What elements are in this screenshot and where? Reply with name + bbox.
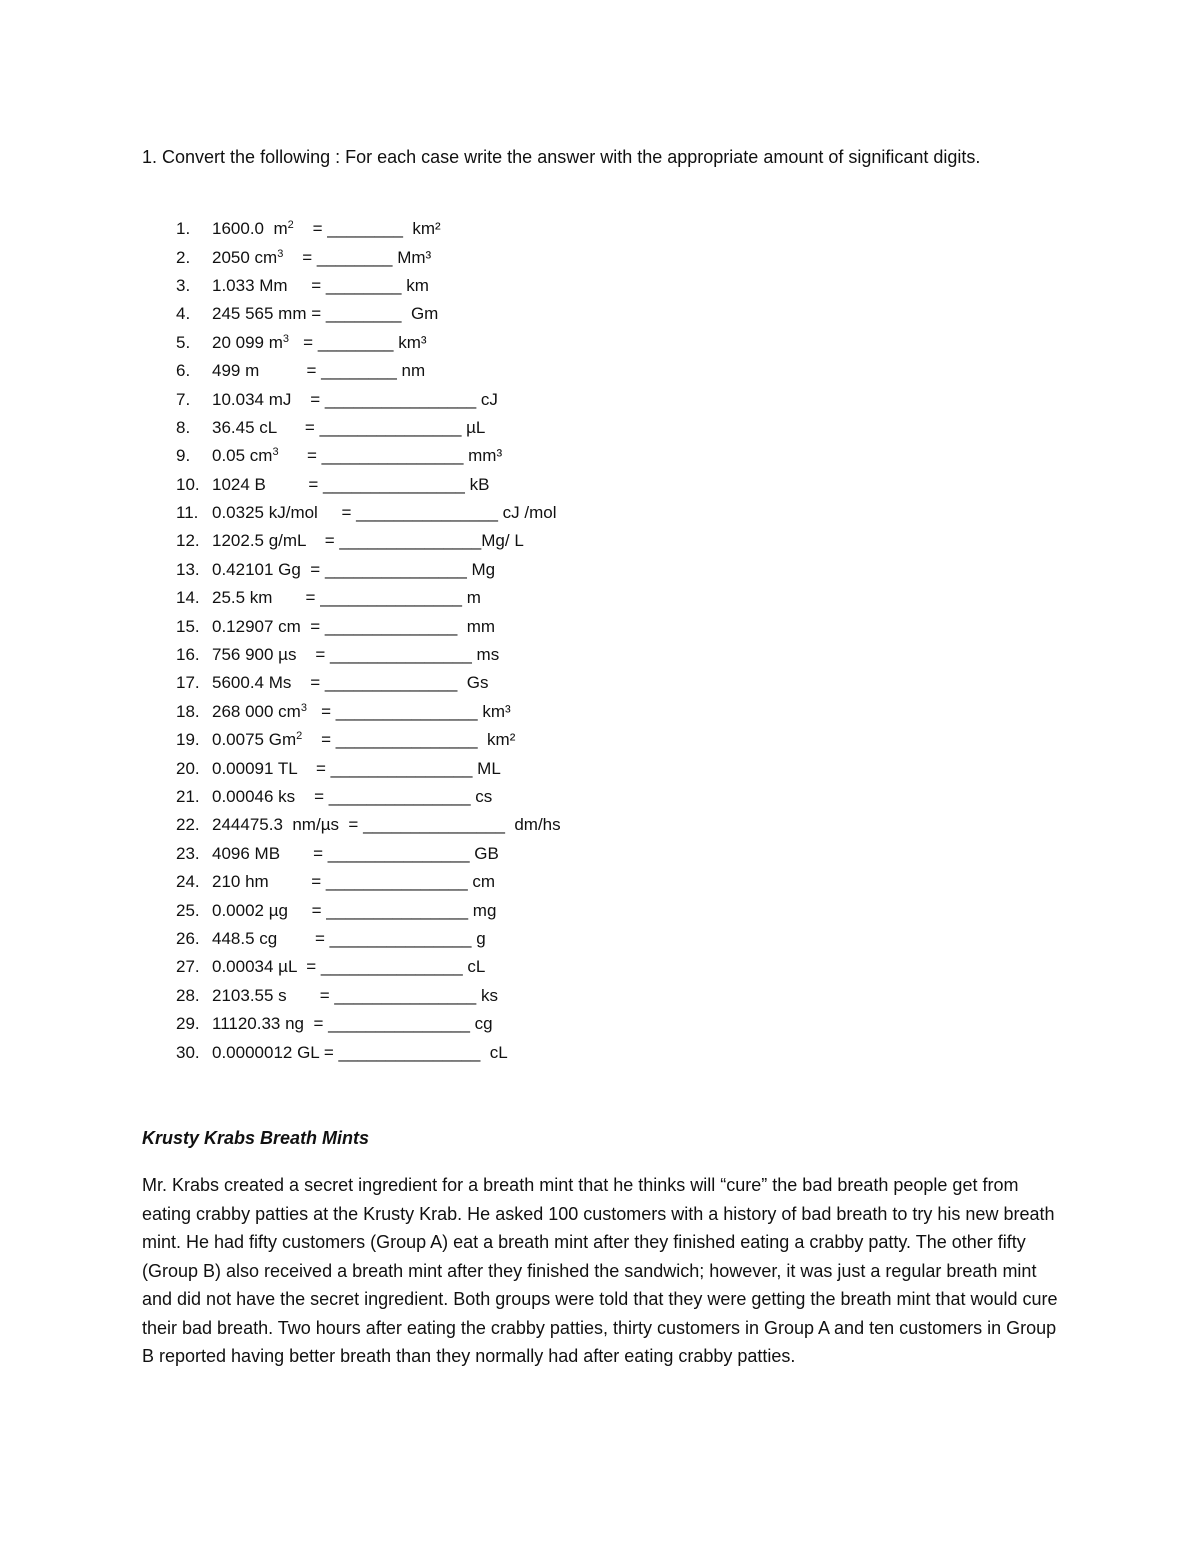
- problem-number: 4.: [176, 304, 191, 324]
- problem-quantity: 0.05 cm: [212, 446, 273, 466]
- problem-item: [176, 726, 561, 754]
- answer-blank: = _______________ km³: [306, 701, 511, 721]
- answer-blank: = _______________ km²: [302, 730, 516, 750]
- problem-expression: [212, 844, 499, 864]
- answer-blank: = _______________ mg: [287, 900, 497, 920]
- problem-item: [176, 698, 561, 726]
- problem-quantity: 0.12907 cm = ______________ mm: [212, 616, 496, 636]
- answer-blank: = _______________Mg/ L: [305, 531, 524, 551]
- answer-blank: = _______________ g: [277, 928, 486, 948]
- problem-item: [176, 982, 561, 1010]
- problem-expression: [212, 673, 488, 693]
- problem-quantity: 0.00046 ks: [212, 787, 296, 806]
- problem-expression: [212, 304, 438, 324]
- unit-exponent: 3: [300, 701, 307, 714]
- problem-number: 13.: [176, 559, 200, 579]
- answer-blank: = ________ km: [287, 275, 429, 295]
- problem-expression: [212, 475, 489, 495]
- problem-item: [176, 215, 561, 243]
- problem-expression: [212, 617, 495, 637]
- problem-number: 18.: [176, 701, 200, 721]
- answer-blank: = ________ Mm³: [283, 247, 432, 267]
- problem-expression: [212, 446, 502, 466]
- problem-quantity: 2103.55 s: [212, 985, 287, 1005]
- problem-expression: [212, 815, 561, 835]
- problem-number: 25.: [176, 900, 200, 920]
- problem-quantity: 1.033 Mm: [212, 275, 288, 295]
- unit-exponent: 2: [296, 730, 303, 743]
- problem-expression: [212, 986, 498, 1006]
- problem-number: 14.: [176, 588, 200, 608]
- problem-quantity: 1024 B: [212, 474, 266, 494]
- problem-item: [176, 868, 561, 896]
- problem-expression: [212, 1043, 508, 1063]
- problem-number: 6.: [176, 361, 191, 381]
- problem-item: [176, 811, 561, 839]
- problem-item: [176, 329, 561, 357]
- problem-quantity: 0.00091 TL: [212, 758, 298, 778]
- section-title: Krusty Krabs Breath Mints: [142, 1128, 370, 1148]
- problem-item: [176, 442, 561, 470]
- answer-blank: = ________ km²: [293, 219, 441, 239]
- problem-number: 11.: [176, 503, 199, 523]
- problem-quantity: 0.0075 Gm: [212, 730, 297, 750]
- problem-expression: [212, 503, 557, 523]
- problem-expression: [212, 787, 492, 807]
- problem-number: 9.: [176, 446, 191, 466]
- unit-exponent: 3: [272, 446, 279, 459]
- problem-item: [176, 754, 561, 782]
- problem-expression: [212, 219, 441, 239]
- answer-blank: = _______________ cs: [295, 787, 493, 806]
- problem-expression: [212, 872, 495, 892]
- problem-item: [176, 584, 561, 612]
- problem-number: 27.: [176, 957, 200, 977]
- problem-expression: [212, 702, 511, 722]
- problem-number: 29.: [176, 1014, 200, 1034]
- problem-item: [176, 669, 561, 697]
- problem-item: [176, 556, 561, 584]
- problem-item: [176, 612, 561, 640]
- problem-expression: [212, 645, 499, 665]
- problem-quantity: 210 hm: [212, 872, 269, 892]
- problem-item: [176, 1010, 561, 1038]
- problem-item: [176, 499, 561, 527]
- problem-number: 1.: [176, 219, 191, 239]
- problem-item: [176, 243, 561, 271]
- problem-expression: [212, 957, 485, 977]
- answer-blank: = _______________ GB: [280, 843, 499, 863]
- answer-blank: = _______________ ms: [296, 645, 500, 665]
- problem-quantity: 10.034 mJ: [212, 389, 292, 409]
- problem-number: 8.: [176, 417, 191, 437]
- problem-item: [176, 527, 561, 555]
- answer-blank: = _______________ ks: [286, 985, 498, 1005]
- problem-number: 10.: [176, 474, 200, 494]
- problem-expression: [212, 560, 495, 580]
- problem-quantity: 268 000 cm: [212, 701, 301, 721]
- problem-expression: [212, 588, 481, 608]
- problem-quantity: 20 099 m: [212, 332, 283, 352]
- unit-exponent: 2: [287, 219, 294, 232]
- problem-number: 24.: [176, 872, 200, 892]
- section-body: Mr. Krabs created a secret ingredient for a breath mint that he thinks will “cure” the bad breath people get from eating crabby patties at the Krusty Krab. He asked 100 customers with a history of bad breath to try his new breath mint. He had fifty customers (Group A) eat a breath mint after they finished eating a crabby patty. The other fifty (Group B) also received a breath mint after they finished the sandwich; however, it was just a regular breath mint and did not have the secret ingredient. Both groups were told that they were getting the breath mint that would cure their bad breath. Two hours after eating the crabby patties, thirty customers in Group A and ten customers in Group B reported having better breath than they normally had after eating crabby patties.: [142, 1175, 1058, 1366]
- problem-item: [176, 840, 561, 868]
- problem-item: [176, 300, 561, 328]
- problem-item: [176, 783, 561, 811]
- problem-expression: [212, 901, 496, 921]
- problem-expression: [212, 1014, 493, 1034]
- problem-item: [176, 896, 561, 924]
- problem-expression: [212, 929, 486, 949]
- problem-item: [176, 925, 561, 953]
- problem-number: 16.: [176, 645, 200, 665]
- problem-expression: [212, 333, 427, 353]
- problem-quantity: 244475.3 nm/µs = _______________ dm/hs: [212, 815, 561, 835]
- problem-quantity: 4096 MB: [212, 843, 281, 863]
- question-intro: 1. Convert the following : For each case write the answer with the appropriate amount of significant digits.: [142, 147, 981, 167]
- problem-number: 28.: [176, 985, 200, 1005]
- problem-quantity: 5600.4 Ms: [212, 673, 292, 693]
- answer-blank: = _______________ m: [272, 588, 481, 608]
- problem-quantity: 1202.5 g/mL: [212, 531, 306, 551]
- problem-quantity: 0.0000012 GL = _______________ cL: [212, 1042, 508, 1062]
- problem-item: [176, 414, 561, 442]
- problem-item: [176, 953, 561, 981]
- problem-number: 3.: [176, 275, 191, 295]
- answer-blank: = _______________ ML: [297, 758, 501, 778]
- problem-number: 23.: [176, 843, 200, 863]
- problem-number: 12.: [176, 531, 200, 551]
- problem-quantity: 245 565 mm = ________ Gm: [212, 304, 439, 324]
- problem-item: [176, 1038, 561, 1066]
- problem-quantity: 499 m: [212, 361, 260, 381]
- problem-number: 20.: [176, 758, 200, 778]
- answer-blank: = _______________ cJ /mol: [317, 503, 557, 523]
- problem-quantity: 11120.33 ng = _______________ cg: [212, 1014, 493, 1034]
- problem-quantity: 0.0002 µg: [212, 900, 288, 920]
- answer-blank: = _______________ mm³: [278, 446, 503, 466]
- problem-number: 30.: [176, 1042, 200, 1062]
- problem-item: [176, 641, 561, 669]
- problem-expression: [212, 390, 498, 410]
- problem-expression: [212, 361, 425, 381]
- answer-blank: = _______________ kB: [265, 474, 490, 494]
- problem-expression: [212, 759, 501, 779]
- problem-expression: [212, 276, 429, 296]
- problem-quantity: 1600.0 m: [212, 219, 288, 239]
- problem-number: 7.: [176, 389, 191, 409]
- problem-number: 26.: [176, 928, 200, 948]
- problem-quantity: 25.5 km: [212, 588, 273, 608]
- answer-blank: = ______________ Gs: [291, 673, 489, 693]
- unit-exponent: 3: [282, 332, 290, 345]
- problem-list: [176, 215, 561, 1067]
- problem-expression: [212, 531, 524, 551]
- problem-number: 15.: [176, 616, 200, 636]
- problem-number: 5.: [176, 332, 191, 352]
- problem-quantity: 448.5 cg: [212, 928, 278, 948]
- answer-blank: = _______________ cm: [268, 872, 496, 892]
- problem-item: [176, 385, 561, 413]
- problem-quantity: 0.42101 Gg = _______________ Mg: [212, 559, 496, 579]
- problem-quantity: 36.45 cL: [212, 417, 277, 437]
- problem-number: 19.: [176, 730, 200, 750]
- problem-number: 2.: [176, 247, 191, 267]
- answer-blank: = ________________ cJ: [291, 389, 498, 409]
- problem-item: [176, 471, 561, 499]
- problem-expression: [212, 418, 485, 438]
- problem-expression: [212, 730, 515, 750]
- problem-number: 21.: [176, 787, 200, 806]
- problem-quantity: 0.00034 µL = _______________ cL: [212, 957, 486, 977]
- problem-quantity: 0.0325 kJ/mol: [212, 503, 318, 523]
- answer-blank: = _______________ µL: [276, 417, 486, 437]
- problem-quantity: 2050 cm: [212, 247, 278, 267]
- problem-item: [176, 272, 561, 300]
- problem-number: 17.: [176, 673, 200, 693]
- problem-number: 22.: [176, 815, 200, 835]
- unit-exponent: 3: [277, 247, 284, 260]
- problem-quantity: 756 900 µs: [212, 645, 297, 665]
- answer-blank: = ________ km³: [289, 332, 427, 352]
- problem-item: [176, 357, 561, 385]
- problem-expression: [212, 248, 431, 268]
- answer-blank: = ________ nm: [259, 361, 426, 381]
